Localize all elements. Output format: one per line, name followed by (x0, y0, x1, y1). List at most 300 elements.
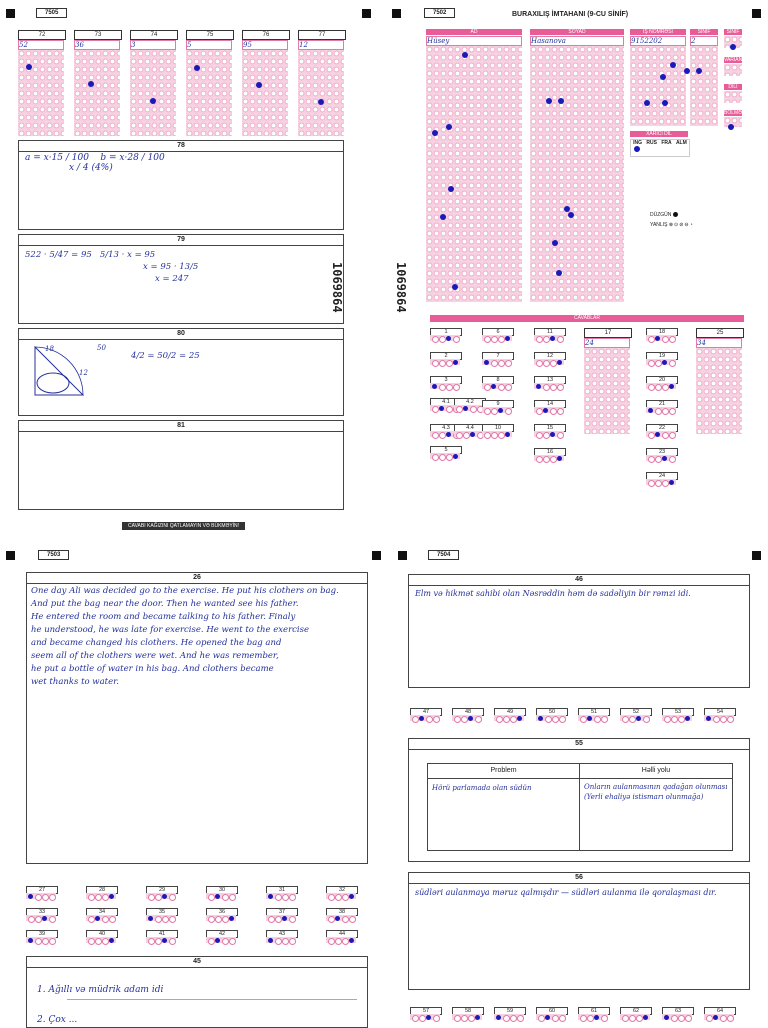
filled-option[interactable] (446, 432, 451, 437)
filled-option[interactable] (215, 938, 220, 943)
bubble-grid[interactable] (18, 50, 64, 136)
empty-option[interactable] (222, 916, 229, 923)
empty-option[interactable] (454, 716, 461, 723)
question-17-answer[interactable]: 24 (584, 338, 630, 348)
bubble-grid[interactable] (298, 50, 344, 136)
empty-option[interactable] (559, 716, 566, 723)
empty-option[interactable] (28, 916, 35, 923)
filled-option[interactable] (349, 894, 354, 899)
filled-option[interactable] (95, 916, 100, 921)
empty-option[interactable] (594, 716, 601, 723)
empty-option[interactable] (503, 716, 510, 723)
mcq-item[interactable] (534, 328, 566, 340)
filled-option[interactable] (557, 456, 562, 461)
empty-option[interactable] (454, 1015, 461, 1022)
mcq-item[interactable] (146, 908, 178, 920)
mcq-options[interactable] (578, 715, 608, 721)
written-answer[interactable]: 5 (186, 40, 232, 50)
empty-option[interactable] (461, 716, 468, 723)
empty-option[interactable] (648, 456, 655, 463)
empty-option[interactable] (162, 916, 169, 923)
filled-option[interactable] (538, 716, 543, 721)
mcq-item[interactable] (482, 352, 514, 364)
empty-option[interactable] (282, 894, 289, 901)
filled-option[interactable] (545, 1015, 550, 1020)
filled-option[interactable] (517, 716, 522, 721)
question-80-box[interactable] (18, 328, 344, 416)
filled-option[interactable] (536, 384, 541, 389)
empty-option[interactable] (426, 716, 433, 723)
empty-option[interactable] (268, 916, 275, 923)
written-answer[interactable]: 52 (18, 40, 64, 50)
empty-option[interactable] (42, 938, 49, 945)
filled-option[interactable] (662, 456, 667, 461)
empty-option[interactable] (669, 408, 676, 415)
empty-option[interactable] (432, 406, 439, 413)
filled-option[interactable] (268, 938, 273, 943)
empty-option[interactable] (505, 384, 512, 391)
mcq-options[interactable] (266, 915, 296, 921)
mcq-item[interactable] (452, 708, 484, 720)
empty-option[interactable] (342, 916, 349, 923)
mcq-options[interactable] (482, 431, 512, 437)
empty-option[interactable] (275, 938, 282, 945)
filled-option[interactable] (685, 716, 690, 721)
written-answer[interactable]: 3 (130, 40, 176, 50)
mcq-item[interactable] (326, 930, 358, 942)
mcq-item[interactable] (494, 1007, 526, 1019)
filled-option[interactable] (162, 938, 167, 943)
mcq-options[interactable] (430, 359, 460, 365)
mcq-options[interactable] (206, 893, 236, 899)
empty-option[interactable] (550, 456, 557, 463)
mcq-item[interactable] (534, 352, 566, 364)
filled-option[interactable] (550, 336, 555, 341)
mcq-item[interactable] (266, 886, 298, 898)
filled-option[interactable] (42, 916, 47, 921)
mcq-options[interactable] (430, 453, 460, 459)
empty-option[interactable] (538, 1015, 545, 1022)
mcq-item[interactable] (482, 376, 514, 388)
mcq-item[interactable] (482, 400, 514, 412)
empty-option[interactable] (727, 716, 734, 723)
filled-option[interactable] (432, 384, 437, 389)
empty-option[interactable] (648, 480, 655, 487)
language-option-rus[interactable]: RUS (646, 140, 657, 146)
mcq-item[interactable] (146, 886, 178, 898)
mcq-options[interactable] (646, 359, 676, 365)
empty-option[interactable] (706, 1015, 713, 1022)
mcq-options[interactable] (410, 715, 440, 721)
empty-option[interactable] (498, 360, 505, 367)
empty-option[interactable] (342, 938, 349, 945)
mcq-options[interactable] (646, 407, 676, 413)
empty-option[interactable] (95, 894, 102, 901)
mcq-options[interactable] (482, 335, 512, 341)
mcq-item[interactable] (534, 424, 566, 436)
filled-option[interactable] (28, 894, 33, 899)
question-46-box[interactable] (408, 574, 750, 688)
empty-option[interactable] (543, 456, 550, 463)
empty-option[interactable] (155, 916, 162, 923)
empty-option[interactable] (552, 1015, 559, 1022)
mcq-item[interactable] (646, 328, 678, 340)
empty-option[interactable] (484, 408, 491, 415)
mcq-options[interactable] (146, 915, 176, 921)
empty-option[interactable] (169, 938, 176, 945)
mcq-item[interactable] (430, 376, 462, 388)
empty-option[interactable] (662, 432, 669, 439)
empty-option[interactable] (215, 916, 222, 923)
empty-option[interactable] (545, 716, 552, 723)
empty-option[interactable] (491, 360, 498, 367)
empty-option[interactable] (552, 716, 559, 723)
filled-option[interactable] (28, 938, 33, 943)
filled-option[interactable] (498, 408, 503, 413)
filled-option[interactable] (468, 716, 473, 721)
mcq-options[interactable] (452, 715, 482, 721)
mcq-options[interactable] (430, 383, 460, 389)
question-45-box[interactable] (26, 956, 368, 1028)
filled-option[interactable] (669, 480, 674, 485)
empty-option[interactable] (587, 1015, 594, 1022)
empty-option[interactable] (557, 408, 564, 415)
empty-option[interactable] (720, 716, 727, 723)
filled-option[interactable] (664, 1015, 669, 1020)
mcq-options[interactable] (146, 893, 176, 899)
mcq-options[interactable] (536, 1014, 566, 1020)
empty-option[interactable] (446, 360, 453, 367)
mcq-options[interactable] (620, 1014, 650, 1020)
filled-option[interactable] (505, 336, 510, 341)
empty-option[interactable] (550, 360, 557, 367)
empty-option[interactable] (35, 894, 42, 901)
empty-option[interactable] (557, 384, 564, 391)
mcq-item[interactable] (266, 930, 298, 942)
mcq-item[interactable] (266, 908, 298, 920)
empty-option[interactable] (643, 716, 650, 723)
empty-option[interactable] (102, 894, 109, 901)
filled-option[interactable] (463, 406, 468, 411)
empty-option[interactable] (439, 360, 446, 367)
filled-option[interactable] (268, 894, 273, 899)
mcq-item[interactable] (410, 1007, 442, 1019)
empty-option[interactable] (282, 938, 289, 945)
empty-option[interactable] (289, 938, 296, 945)
filled-option[interactable] (229, 916, 234, 921)
mcq-options[interactable] (534, 455, 564, 461)
empty-option[interactable] (491, 432, 498, 439)
empty-option[interactable] (229, 894, 236, 901)
mcq-item[interactable] (646, 352, 678, 364)
mcq-options[interactable] (410, 1014, 440, 1020)
filled-option[interactable] (706, 716, 711, 721)
empty-option[interactable] (505, 408, 512, 415)
empty-option[interactable] (484, 336, 491, 343)
empty-option[interactable] (439, 336, 446, 343)
empty-option[interactable] (456, 432, 463, 439)
filled-option[interactable] (453, 360, 458, 365)
empty-option[interactable] (475, 716, 482, 723)
empty-option[interactable] (510, 716, 517, 723)
mcq-options[interactable] (494, 715, 524, 721)
empty-option[interactable] (536, 408, 543, 415)
empty-option[interactable] (412, 716, 419, 723)
mcq-item[interactable] (662, 1007, 694, 1019)
empty-option[interactable] (453, 384, 460, 391)
filled-option[interactable] (484, 360, 489, 365)
filled-option[interactable] (505, 432, 510, 437)
empty-option[interactable] (629, 1015, 636, 1022)
mcq-options[interactable] (534, 431, 564, 437)
mcq-item[interactable] (578, 708, 610, 720)
filled-option[interactable] (419, 716, 424, 721)
empty-option[interactable] (433, 716, 440, 723)
empty-option[interactable] (328, 938, 335, 945)
empty-option[interactable] (484, 384, 491, 391)
empty-option[interactable] (461, 1015, 468, 1022)
empty-option[interactable] (662, 384, 669, 391)
mcq-options[interactable] (326, 893, 356, 899)
empty-option[interactable] (662, 480, 669, 487)
empty-option[interactable] (601, 1015, 608, 1022)
empty-option[interactable] (720, 1015, 727, 1022)
mcq-options[interactable] (86, 893, 116, 899)
empty-option[interactable] (648, 360, 655, 367)
empty-option[interactable] (536, 432, 543, 439)
empty-option[interactable] (49, 916, 56, 923)
filled-option[interactable] (215, 894, 220, 899)
empty-option[interactable] (222, 938, 229, 945)
empty-option[interactable] (727, 1015, 734, 1022)
empty-option[interactable] (536, 456, 543, 463)
mcq-item[interactable] (206, 886, 238, 898)
mcq-options[interactable] (452, 1014, 482, 1020)
bubble-grid[interactable] (74, 50, 120, 136)
empty-option[interactable] (433, 1015, 440, 1022)
question-26-box[interactable] (26, 572, 368, 864)
bubble-grid[interactable] (186, 50, 232, 136)
filled-option[interactable] (162, 894, 167, 899)
empty-option[interactable] (664, 716, 671, 723)
empty-option[interactable] (669, 360, 676, 367)
empty-option[interactable] (557, 432, 564, 439)
empty-option[interactable] (289, 916, 296, 923)
empty-option[interactable] (655, 456, 662, 463)
dil-bubbles[interactable] (724, 91, 742, 103)
filled-option[interactable] (713, 1015, 718, 1020)
filled-option[interactable] (426, 1015, 431, 1020)
mcq-item[interactable] (452, 1007, 484, 1019)
empty-option[interactable] (35, 938, 42, 945)
empty-option[interactable] (446, 406, 453, 413)
mcq-item[interactable] (26, 886, 58, 898)
filled-option[interactable] (669, 384, 674, 389)
mcq-item[interactable] (326, 886, 358, 898)
empty-option[interactable] (222, 894, 229, 901)
empty-option[interactable] (678, 716, 685, 723)
empty-option[interactable] (432, 336, 439, 343)
language-option-ing[interactable]: ING (633, 140, 643, 146)
empty-option[interactable] (503, 1015, 510, 1022)
empty-option[interactable] (629, 716, 636, 723)
empty-option[interactable] (439, 454, 446, 461)
mcq-item[interactable] (430, 328, 462, 340)
empty-option[interactable] (148, 938, 155, 945)
empty-option[interactable] (349, 916, 356, 923)
empty-option[interactable] (671, 1015, 678, 1022)
mcq-item[interactable] (86, 908, 118, 920)
filled-option[interactable] (587, 716, 592, 721)
mcq-options[interactable] (482, 407, 512, 413)
mcq-options[interactable] (534, 335, 564, 341)
empty-option[interactable] (669, 432, 676, 439)
mcq-item[interactable] (326, 908, 358, 920)
mcq-options[interactable] (534, 407, 564, 413)
written-answer[interactable]: 36 (74, 40, 120, 50)
written-answer[interactable]: 95 (242, 40, 288, 50)
mcq-item[interactable] (704, 1007, 736, 1019)
mcq-options[interactable] (326, 937, 356, 943)
mcq-item[interactable] (482, 328, 514, 340)
mcq-item[interactable] (86, 886, 118, 898)
mcq-item[interactable] (646, 424, 678, 436)
empty-option[interactable] (510, 1015, 517, 1022)
question-78-box[interactable] (18, 140, 344, 230)
empty-option[interactable] (622, 716, 629, 723)
mcq-item[interactable] (646, 448, 678, 460)
mcq-item[interactable] (534, 400, 566, 412)
empty-option[interactable] (505, 360, 512, 367)
mcq-options[interactable] (534, 383, 564, 389)
mcq-item[interactable] (646, 472, 678, 484)
empty-option[interactable] (662, 336, 669, 343)
empty-option[interactable] (49, 938, 56, 945)
question-25-answer[interactable]: 34 (696, 338, 742, 348)
mcq-item[interactable] (146, 930, 178, 942)
empty-option[interactable] (498, 432, 505, 439)
filled-option[interactable] (648, 408, 653, 413)
mcq-item[interactable] (482, 424, 514, 436)
mcq-item[interactable] (536, 1007, 568, 1019)
empty-option[interactable] (155, 938, 162, 945)
empty-option[interactable] (662, 408, 669, 415)
mcq-options[interactable] (454, 405, 484, 411)
filled-option[interactable] (109, 938, 114, 943)
mcq-options[interactable] (266, 893, 296, 899)
empty-option[interactable] (95, 938, 102, 945)
mcq-item[interactable] (410, 708, 442, 720)
empty-option[interactable] (342, 894, 349, 901)
filled-option[interactable] (475, 1015, 480, 1020)
mcq-item[interactable] (430, 352, 462, 364)
empty-option[interactable] (498, 384, 505, 391)
language-option-fra[interactable]: FRA (661, 140, 672, 146)
filled-option[interactable] (282, 916, 287, 921)
mcq-item[interactable] (86, 930, 118, 942)
mcq-item[interactable] (534, 376, 566, 388)
empty-option[interactable] (109, 916, 116, 923)
empty-option[interactable] (335, 938, 342, 945)
empty-option[interactable] (685, 1015, 692, 1022)
empty-option[interactable] (636, 1015, 643, 1022)
empty-option[interactable] (669, 456, 676, 463)
empty-option[interactable] (655, 360, 662, 367)
empty-option[interactable] (439, 432, 446, 439)
question-55-box[interactable] (408, 738, 750, 862)
empty-option[interactable] (169, 916, 176, 923)
soyad-bubble-grid[interactable] (530, 46, 624, 302)
filled-option[interactable] (491, 384, 496, 389)
empty-option[interactable] (289, 894, 296, 901)
empty-option[interactable] (446, 384, 453, 391)
empty-option[interactable] (655, 384, 662, 391)
empty-option[interactable] (470, 406, 477, 413)
empty-option[interactable] (491, 336, 498, 343)
filled-option[interactable] (439, 406, 444, 411)
ad-bubble-grid[interactable] (426, 46, 522, 302)
empty-option[interactable] (456, 406, 463, 413)
empty-option[interactable] (543, 336, 550, 343)
is-nomresi-bubble-grid[interactable] (630, 46, 686, 126)
mcq-options[interactable] (430, 335, 460, 341)
empty-option[interactable] (601, 716, 608, 723)
empty-option[interactable] (88, 894, 95, 901)
empty-option[interactable] (655, 408, 662, 415)
mcq-options[interactable] (26, 893, 56, 899)
mcq-options[interactable] (86, 915, 116, 921)
question-56-box[interactable] (408, 872, 750, 990)
empty-option[interactable] (678, 1015, 685, 1022)
mcq-options[interactable] (454, 431, 484, 437)
mcq-item[interactable] (646, 376, 678, 388)
mcq-options[interactable] (326, 915, 356, 921)
empty-option[interactable] (543, 360, 550, 367)
empty-option[interactable] (543, 384, 550, 391)
mcq-item[interactable] (494, 708, 526, 720)
question-25-grid[interactable] (696, 348, 742, 434)
empty-option[interactable] (648, 336, 655, 343)
mcq-options[interactable] (266, 937, 296, 943)
empty-option[interactable] (432, 360, 439, 367)
empty-option[interactable] (580, 1015, 587, 1022)
mcq-options[interactable] (536, 715, 566, 721)
mcq-options[interactable] (620, 715, 650, 721)
bubble-grid[interactable] (242, 50, 288, 136)
mcq-options[interactable] (206, 937, 236, 943)
filled-option[interactable] (643, 1015, 648, 1020)
empty-option[interactable] (155, 894, 162, 901)
mcq-options[interactable] (146, 937, 176, 943)
filled-option[interactable] (594, 1015, 599, 1020)
empty-option[interactable] (648, 432, 655, 439)
filled-option[interactable] (496, 1015, 501, 1020)
soyad-field[interactable]: Hasanova (530, 36, 624, 46)
mcq-options[interactable] (646, 383, 676, 389)
filled-option[interactable] (148, 916, 153, 921)
empty-option[interactable] (446, 454, 453, 461)
empty-option[interactable] (484, 432, 491, 439)
mcq-options[interactable] (578, 1014, 608, 1020)
empty-option[interactable] (275, 894, 282, 901)
empty-option[interactable] (453, 336, 460, 343)
mcq-item[interactable] (704, 708, 736, 720)
filled-option[interactable] (335, 916, 340, 921)
is-nomresi-field[interactable]: 9152202 (630, 36, 686, 46)
empty-option[interactable] (463, 432, 470, 439)
mcq-options[interactable] (534, 359, 564, 365)
mcq-item[interactable] (26, 908, 58, 920)
